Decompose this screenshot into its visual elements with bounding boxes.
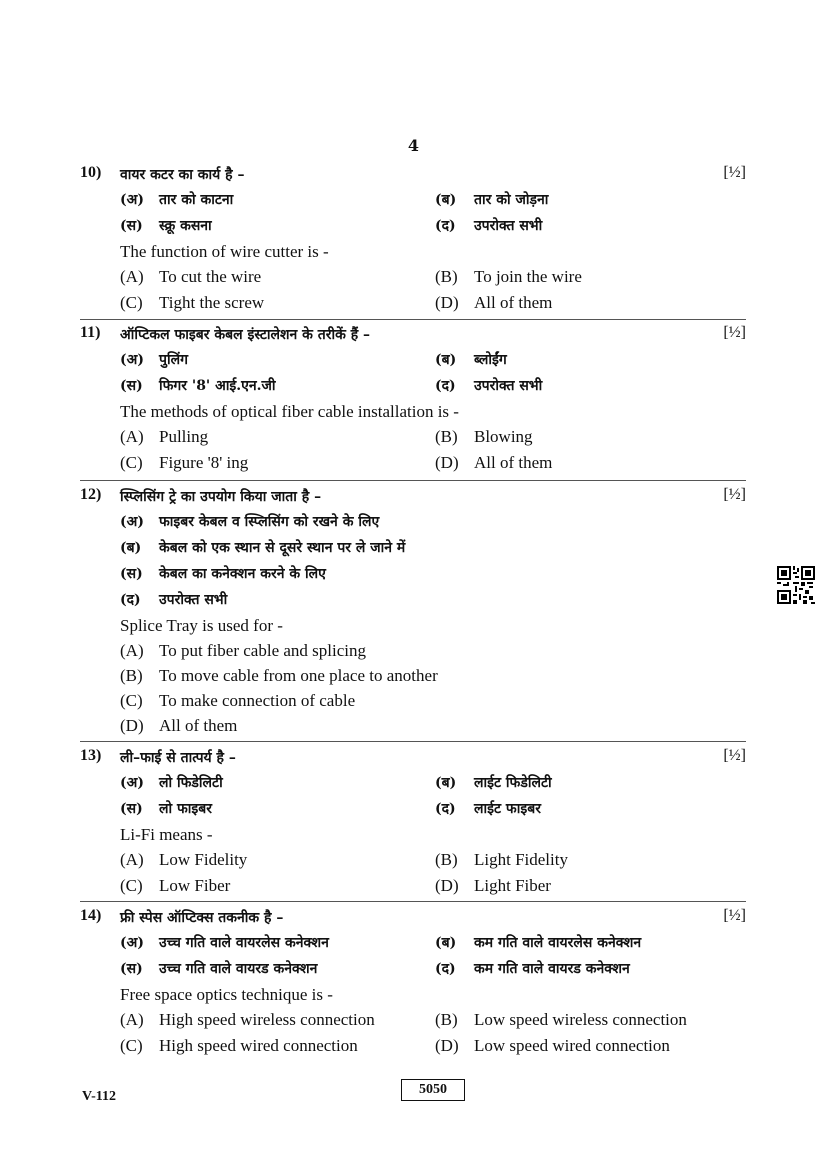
question-text-hindi: वायर कटर का कार्य है – xyxy=(120,167,245,183)
question-number: 14) xyxy=(80,907,102,924)
question-text-english: Li-Fi means - xyxy=(120,825,213,844)
option-c-hindi: (स) उच्च गति वाले वायरड कनेक्शन xyxy=(120,961,318,977)
option-b-hindi: (ब) केबल को एक स्थान से दूसरे स्थान पर ले जाने में xyxy=(120,540,406,556)
marks-label: [½] xyxy=(723,907,746,924)
option-b-english: (B) Low speed wireless connection xyxy=(435,1010,687,1029)
paper-code: V-112 xyxy=(82,1089,116,1104)
option-c-english: (C) Tight the screw xyxy=(120,293,265,312)
option-a-hindi: (अ) लो फिडेलिटी xyxy=(120,775,223,791)
option-d-hindi: (द) उपरोक्त सभी xyxy=(120,592,228,608)
page-number: 4 xyxy=(407,136,420,155)
question-10 xyxy=(80,164,746,319)
option-a-hindi: (अ) तार को काटना xyxy=(120,192,234,208)
option-b-english: (B) Blowing xyxy=(435,427,533,446)
option-d-english: (D) All of them xyxy=(435,453,553,472)
option-d-english: (D) All of them xyxy=(120,716,238,735)
option-b-hindi: (ब) तार को जोड़ना xyxy=(435,192,549,208)
option-b-english: (B) Light Fidelity xyxy=(435,850,568,869)
question-number: 10) xyxy=(80,164,102,181)
question-text-english: Splice Tray is used for - xyxy=(120,616,283,635)
option-a-english: (A) Pulling xyxy=(120,427,209,446)
option-b-english: (B) To join the wire xyxy=(435,267,582,286)
question-text-hindi: स्प्लिसिंग ट्रे का उपयोग किया जाता है – xyxy=(120,489,322,505)
option-c-hindi: (स) स्क्रू कसना xyxy=(120,218,212,234)
marks-label: [½] xyxy=(723,324,746,341)
question-number: 12) xyxy=(80,486,102,503)
question-text-hindi: ली–फाई से तात्पर्य है – xyxy=(120,750,236,766)
marks-label: [½] xyxy=(723,747,746,764)
option-b-hindi: (ब) ब्लोईंग xyxy=(435,352,507,368)
question-number: 13) xyxy=(80,747,102,764)
option-a-english: (A) To cut the wire xyxy=(120,267,262,286)
question-number: 11) xyxy=(80,324,101,341)
option-b-hindi: (ब) लाईट फिडेलिटी xyxy=(435,775,552,791)
marks-label: [½] xyxy=(723,164,746,181)
question-11 xyxy=(80,324,746,479)
question-text-english: Free space optics technique is - xyxy=(120,985,333,1004)
option-a-english: (A) High speed wireless connection xyxy=(120,1010,375,1029)
question-13 xyxy=(80,747,746,902)
question-divider xyxy=(80,319,746,320)
option-c-hindi: (स) फिगर '8' आई.एन.जी xyxy=(120,378,276,394)
question-text-hindi: ऑप्टिकल फाइबर केबल इंस्टालेशन के तरीकें हैं – xyxy=(120,327,371,343)
option-c-hindi: (स) लो फाइबर xyxy=(120,801,213,817)
marks-label: [½] xyxy=(723,486,746,503)
option-d-english: (D) All of them xyxy=(435,293,553,312)
question-text-english: The methods of optical fiber cable installation is - xyxy=(120,402,459,421)
option-a-english: (A) To put fiber cable and splicing xyxy=(120,641,366,660)
question-12 xyxy=(80,486,746,741)
option-d-english: (D) Light Fiber xyxy=(435,876,551,895)
option-b-hindi: (ब) कम गति वाले वायरलेस कनेक्शन xyxy=(435,935,642,951)
question-text-english: The function of wire cutter is - xyxy=(120,242,329,261)
option-c-english: (C) To make connection of cable xyxy=(120,691,356,710)
question-divider xyxy=(80,901,746,902)
option-a-english: (A) Low Fidelity xyxy=(120,850,248,869)
option-c-english: (C) High speed wired connection xyxy=(120,1036,358,1055)
option-c-english: (C) Low Fiber xyxy=(120,876,231,895)
option-b-english: (B) To move cable from one place to another xyxy=(120,666,438,685)
question-divider xyxy=(80,741,746,742)
option-d-hindi: (द) उपरोक्त सभी xyxy=(435,378,543,394)
option-c-english: (C) Figure '8' ing xyxy=(120,453,249,472)
option-a-hindi: (अ) पुलिंग xyxy=(120,352,188,368)
option-d-hindi: (द) उपरोक्त सभी xyxy=(435,218,543,234)
option-a-hindi: (अ) फाइबर केबल व स्प्लिसिंग को रखने के लिए xyxy=(120,514,380,530)
question-divider xyxy=(80,480,746,481)
question-14 xyxy=(80,907,746,1062)
option-d-hindi: (द) कम गति वाले वायरड कनेक्शन xyxy=(435,961,630,977)
page-code-box: 5050 xyxy=(401,1079,465,1101)
qr-code-icon xyxy=(777,566,815,604)
option-d-hindi: (द) लाईट फाइबर xyxy=(435,801,541,817)
question-text-hindi: फ्री स्पेस ऑप्टिक्स तकनीक है – xyxy=(120,910,284,926)
option-a-hindi: (अ) उच्च गति वाले वायरलेस कनेक्शन xyxy=(120,935,329,951)
option-c-hindi: (स) केबल का कनेक्शन करने के लिए xyxy=(120,566,326,582)
option-d-english: (D) Low speed wired connection xyxy=(435,1036,670,1055)
